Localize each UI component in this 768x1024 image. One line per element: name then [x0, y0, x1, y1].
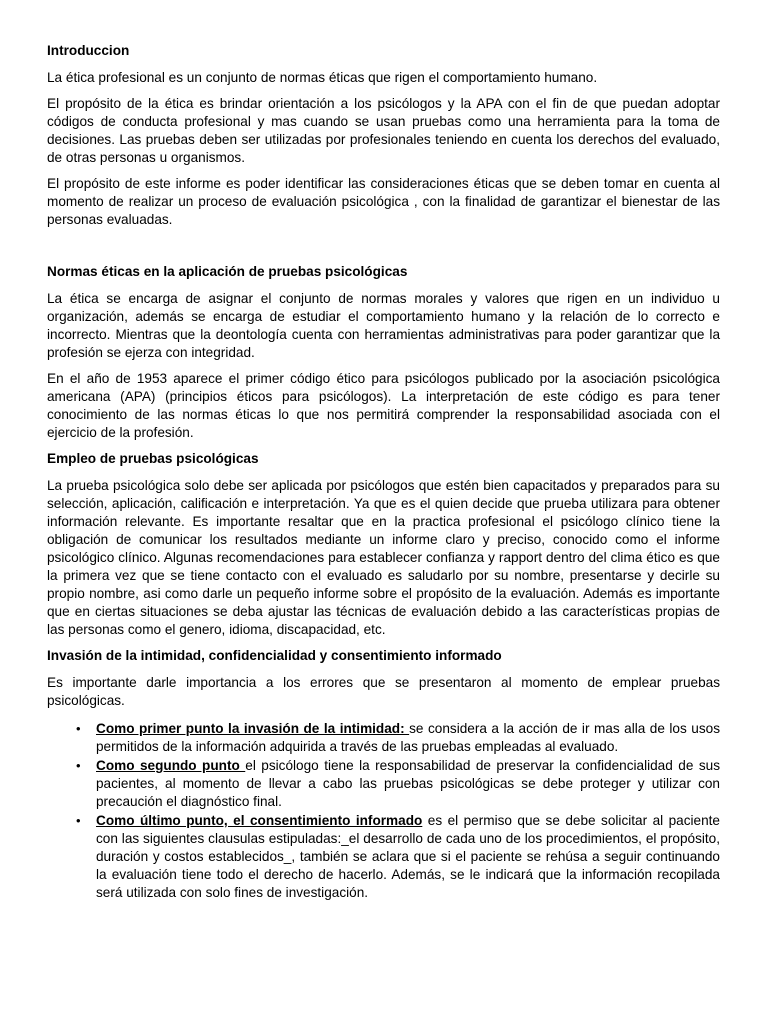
- bullet-lead: Como segundo punto: [96, 758, 246, 773]
- paragraph: La ética profesional es un conjunto de normas éticas que rigen el comportamiento humano.: [47, 70, 598, 85]
- bullet-lead: Como primer punto la invasión de la intimidad:: [96, 721, 410, 736]
- section-spacer: [47, 237, 720, 263]
- list-item: [76, 720, 720, 756]
- bullet-list: [47, 720, 720, 902]
- section-heading-introduccion: Introduccion: [47, 43, 130, 58]
- bullet-text: se considera a la acción de ir mas alla de los usos permitidos de la información adquirida a través de las pruebas empleadas al evaluado.: [96, 721, 720, 754]
- section-heading-empleo-pruebas: Empleo de pruebas psicológicas: [47, 451, 259, 466]
- paragraph: La ética se encarga de asignar el conjunto de normas morales y valores que rigen en un individuo u organización, además se encarga de estudiar el comportamiento humano y la relación de lo correcto e incorrecto. Mientras que la deontología cuenta con herramientas administrativas para poder garantizar que la profesión se ejerza con integridad.: [47, 291, 720, 360]
- list-item: [76, 757, 720, 811]
- bullet-text: el psicólogo tiene la responsabilidad de preservar la confidencialidad de sus pacientes, al momento de llevar a cabo las pruebas psicológicas se debe proteger y utilizar con precaución el diagnóstico final.: [96, 758, 720, 809]
- bullet-text: es el permiso que se debe solicitar al paciente con las siguientes clausulas estipuladas:_el desarrollo de cada uno de los procedimientos, el propósito, duración y costos establecidos_, también se aclara que si el paciente se rehúsa a seguir continuando la evaluación tiene todo el derecho de hacerlo. Además, se le indicará que la información recopilada será utilizada con solo fines de investigación.: [96, 813, 720, 900]
- section-heading-normas-eticas: Normas éticas en la aplicación de pruebas psicológicas: [47, 264, 408, 279]
- list-item: [76, 812, 720, 902]
- paragraph: El propósito de la ética es brindar orientación a los psicólogos y la APA con el fin de que puedan adoptar códigos de conducta profesional y mas cuando se usan pruebas como una herramienta para la toma de decisiones. Las pruebas deben ser utilizadas por profesionales teniendo en cuenta los derechos del evaluado, de otras personas u organismos.: [47, 96, 720, 165]
- bullet-icon: •: [76, 758, 81, 773]
- paragraph: La prueba psicológica solo debe ser aplicada por psicólogos que estén bien capacitados y preparados para su selección, aplicación, calificación e interpretación. Ya que es el quien decide que prueba utilizara para obtener información relevante. Es importante resaltar que en la practica profesional el psicólogo clínico tiene la obligación de comunicar los resultados mediante un informe claro y preciso, conocido como el informe psicológico clínico. Algunas recomendaciones para establecer confianza y rapport dentro del clima ético es que la primera vez que se tiene contacto con el evaluado es saludarlo por su nombre, presentarse y decirle su propio nombre, asi como darle un pequeño informe sobre el propósito de la evaluación. Además es importante que en ciertas situaciones se deba ajustar las técnicas de evaluación debido a las características propias de las personas como el genero, idioma, discapacidad, etc.: [47, 478, 720, 637]
- paragraph: Es importante darle importancia a los errores que se presentaron al momento de emplear pruebas psicológicas.: [47, 675, 720, 708]
- paragraph: En el año de 1953 aparece el primer código ético para psicólogos publicado por la asociación psicológica americana (APA) (principios éticos para psicólogos). La interpretación de este código es para tener conocimiento de las normas éticas lo que nos permitirá comprender la responsabilidad asociada con el ejercicio de la profesión.: [47, 371, 720, 440]
- section-heading-invasion-intimidad: Invasión de la intimidad, confidencialidad y consentimiento informado: [47, 648, 502, 663]
- bullet-icon: •: [76, 813, 81, 828]
- bullet-lead: Como último punto, el consentimiento informado: [96, 813, 423, 828]
- bullet-icon: •: [76, 721, 81, 736]
- paragraph: El propósito de este informe es poder identificar las consideraciones éticas que se deben tomar en cuenta al momento de realizar un proceso de evaluación psicológica , con la finalidad de garantizar el bienestar de las personas evaluadas.: [47, 176, 720, 227]
